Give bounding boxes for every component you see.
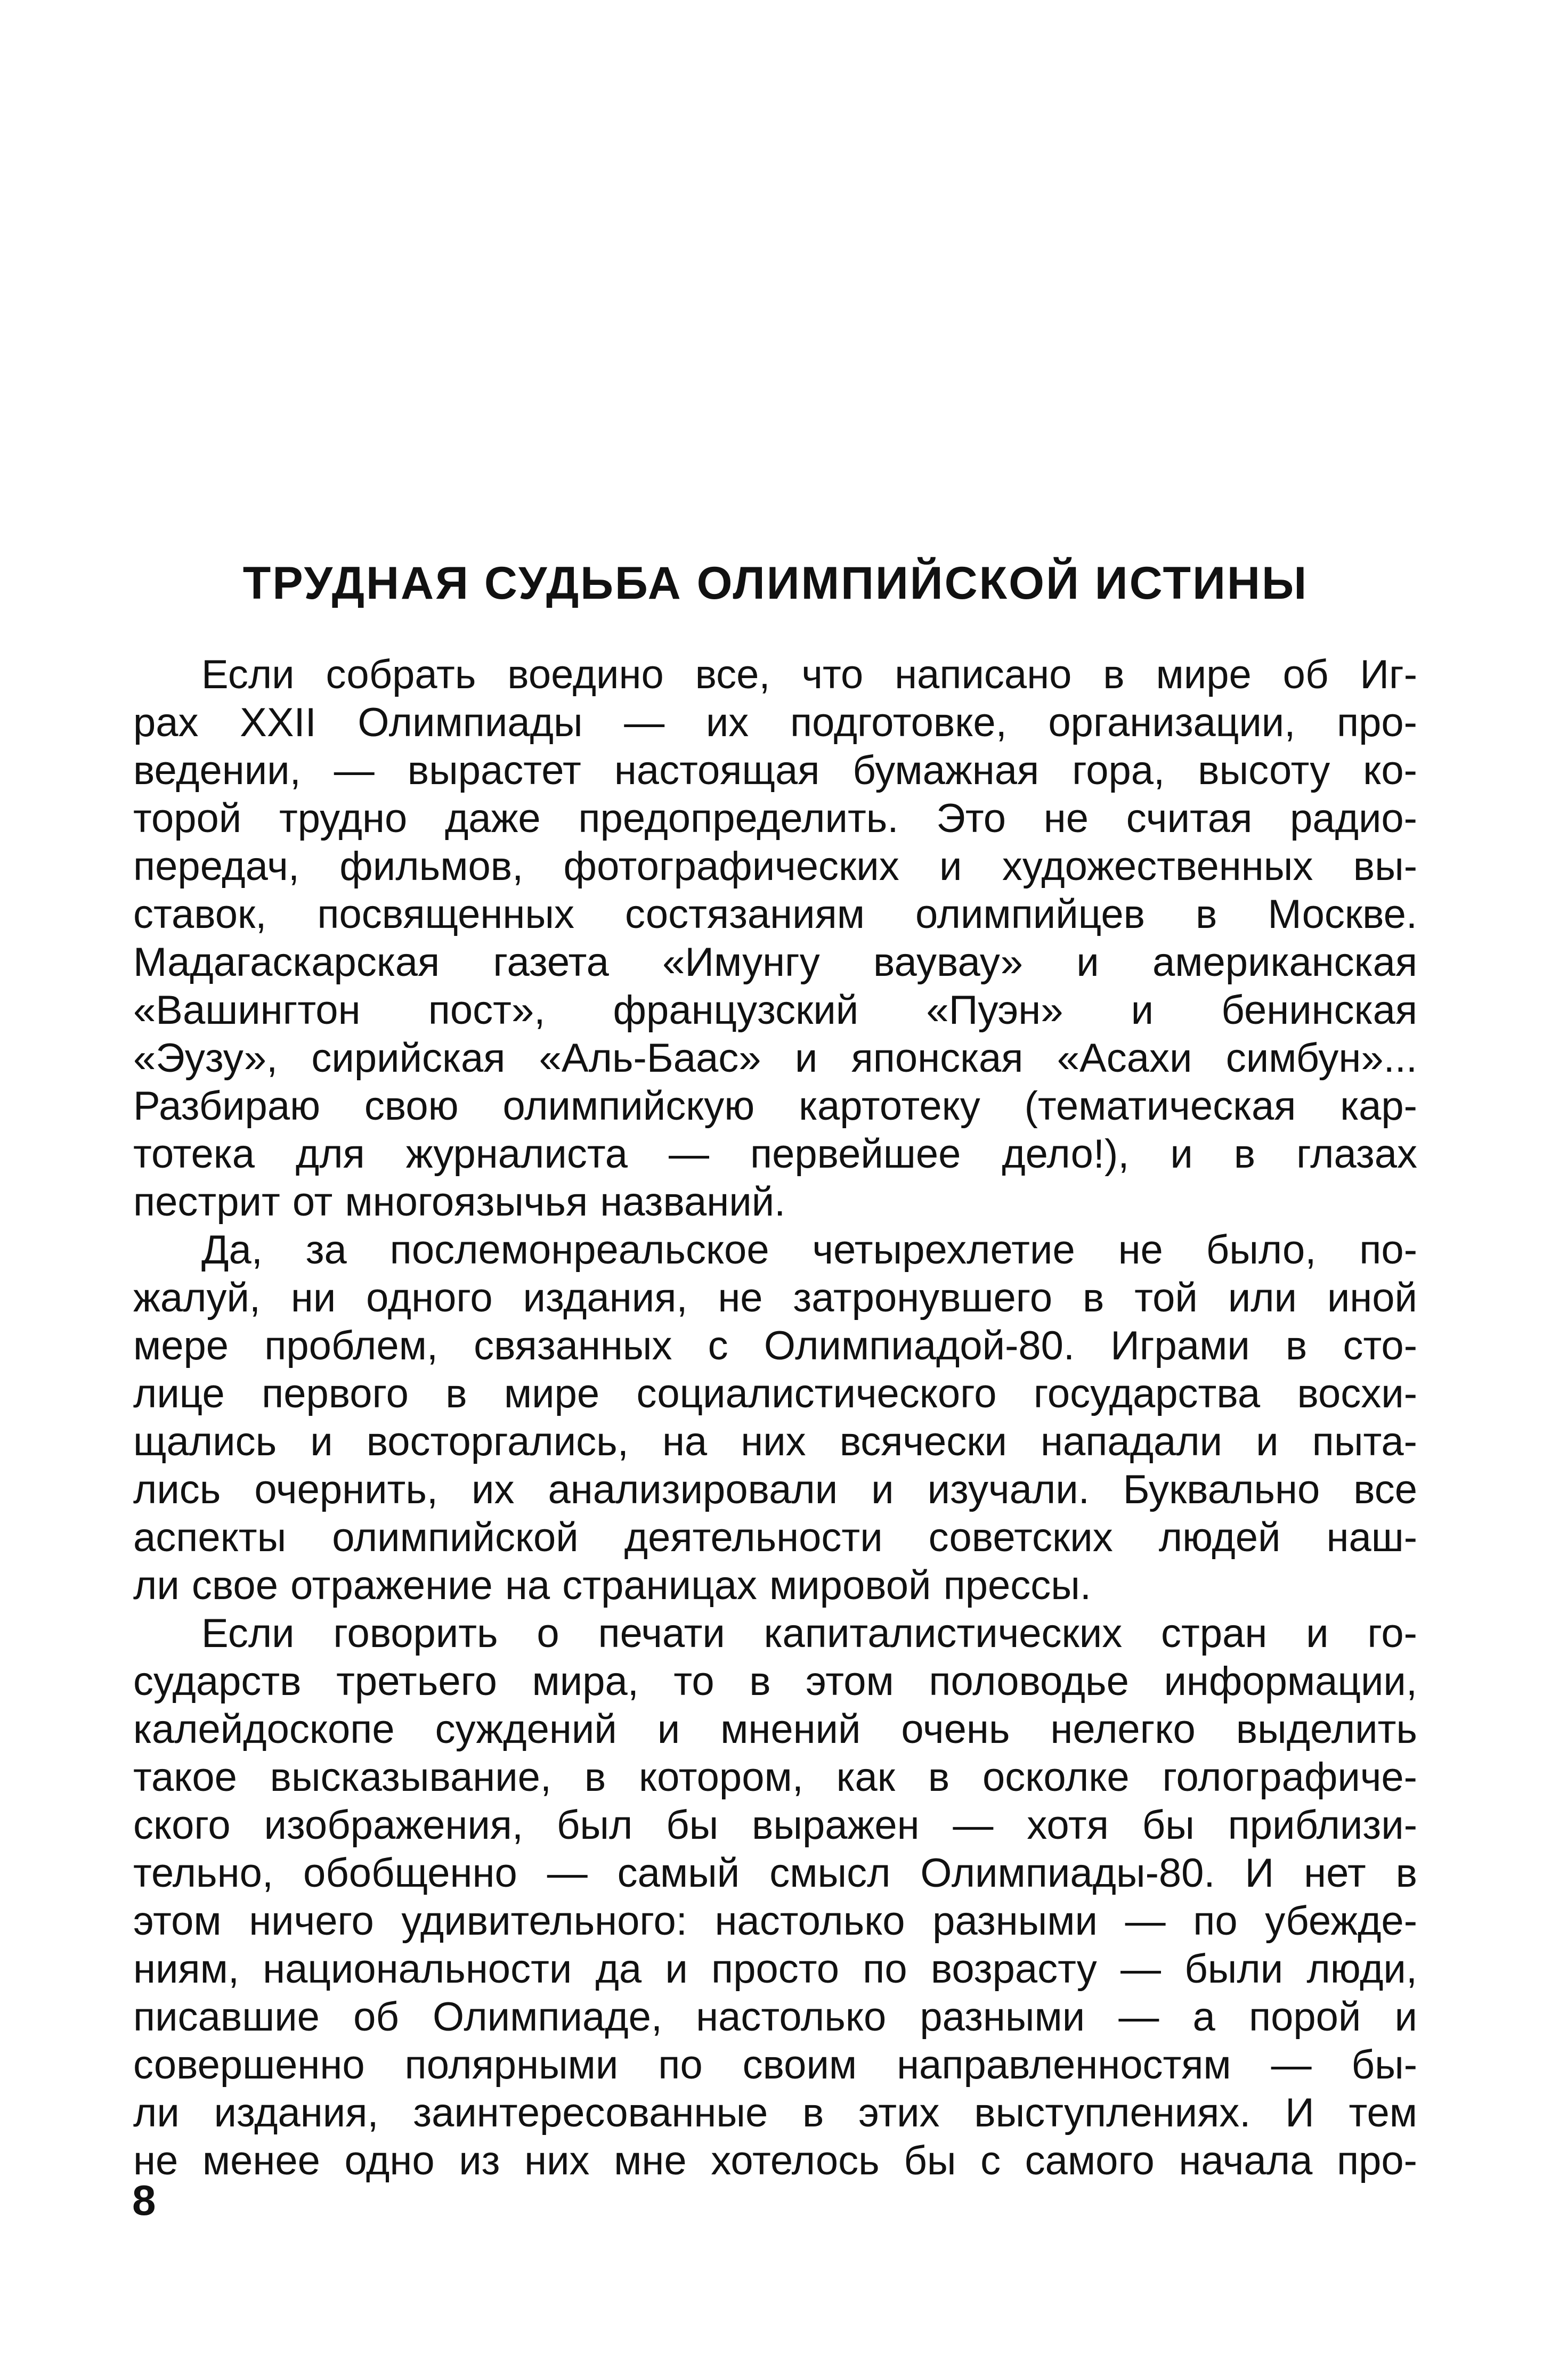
text-line: не менее одно из них мне хотелось бы с самого начала про- [133,2138,1417,2183]
text-line: «Вашингтон пост», французский «Пуэн» и бенинская [133,988,1417,1033]
text-line: пестрит от многоязычья названий. [133,1179,786,1225]
text-line: рах XXII Олимпиады — их подготовке, организации, про- [133,700,1417,745]
text-line: передач, фильмов, фотографических и художественных вы- [133,844,1417,889]
text-line: ли издания, заинтересованные в этих выступлениях. И тем [133,2090,1417,2136]
text-line: сударств третьего мира, то в этом половодье информации, [133,1659,1417,1704]
text-line: ниям, национальности да и просто по возрасту — были люди, [133,1946,1417,1992]
text-line: писавшие об Олимпиаде, настолько разными — а порой и [133,1994,1417,2040]
text-line: аспекты олимпийской деятельности советских людей наш- [133,1515,1417,1560]
paragraph [133,1610,1417,2185]
text-line: Мадагаскарская газета «Имунгу ваувау» и американская [133,940,1417,985]
text-line: тотека для журналиста — первейшее дело!), и в глазах [133,1131,1417,1177]
chapter-title: ТРУДНАЯ СУДЬБА ОЛИМПИЙСКОЙ ИСТИНЫ [242,558,1309,609]
page-number: 8 [132,2177,156,2224]
text-line: Да, за послемонреальское четырехлетие не было, по- [201,1227,1417,1273]
text-line: этом ничего удивительного: настолько разными — по убежде- [133,1898,1417,1944]
text-line: Если собрать воедино все, что написано в мире об Иг- [201,652,1417,697]
text-line: «Эузу», сирийская «Аль-Баас» и японская «Асахи симбун»... [133,1036,1417,1081]
paragraph [133,651,1417,1226]
text-line: такое высказывание, в котором, как в осколке голографиче- [133,1755,1417,1800]
text-line: ведении, — вырастет настоящая бумажная гора, высоту ко- [133,748,1417,793]
text-line: Разбираю свою олимпийскую картотеку (тематическая кар- [133,1083,1417,1129]
text-line: жалуй, ни одного издания, не затронувшего в той или иной [133,1275,1417,1321]
text-line: ского изображения, был бы выражен — хотя бы приблизи- [133,1803,1417,1848]
paragraph [133,1226,1417,1610]
text-line: щались и восторгались, на них всячески нападали и пыта- [133,1419,1417,1464]
body-text [133,651,1417,2185]
text-line: лице первого в мире социалистического государства восхи- [133,1371,1417,1416]
text-line: ставок, посвященных состязаниям олимпийцев в Москве. [133,892,1417,937]
text-line: торой трудно даже предопределить. Это не считая радио- [133,796,1417,841]
text-line: ли свое отражение на страницах мировой прессы. [133,1563,1091,1608]
text-line: калейдоскопе суждений и мнений очень нелегко выделить [133,1707,1417,1752]
text-line: Если говорить о печати капиталистических стран и го- [201,1611,1417,1656]
text-line: мере проблем, связанных с Олимпиадой-80. Играми в сто- [133,1323,1417,1368]
text-line: лись очернить, их анализировали и изучали. Буквально все [133,1467,1417,1512]
text-line: совершенно полярными по своим направленностям — бы- [133,2042,1417,2088]
text-line: тельно, обобщенно — самый смысл Олимпиады-80. И нет в [133,1851,1417,1896]
